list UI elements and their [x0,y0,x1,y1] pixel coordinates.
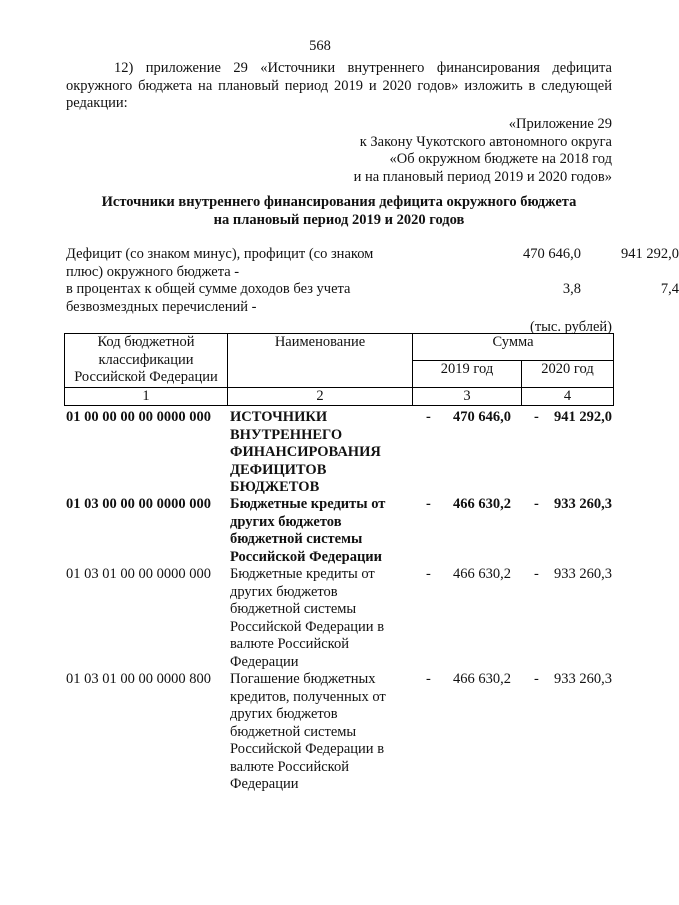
row-value-2020: 941 292,0 [554,409,612,425]
table-row [66,496,614,566]
row-sign-2020: - [534,409,539,425]
intro-text: 12) приложение 29 «Источники внутреннего финансирования дефицита окружного бюджета на плановый период 2019 и 2020 годов» изложить в следующей редакции: [66,60,612,111]
summary-value-2020: 7,4 [660,281,679,297]
header-year-2019: 2019 год [413,360,522,387]
title-line-1: Источники внутреннего финансирования дефицита окружного бюджета [101,194,577,210]
row-name: ИСТОЧНИКИ ВНУТРЕННЕГО ФИНАНСИРОВАНИЯ ДЕФИЦИТОВ БЮДЖЕТОВ [230,409,381,495]
row-code: 01 03 01 00 00 0000 800 [66,671,211,687]
summary-value-2020: 941 292,0 [621,246,679,262]
row-value-2019: 466 630,2 [453,496,511,512]
row-sign-2020: - [534,496,539,512]
header-year-2020: 2020 год [522,360,614,387]
sources-table-body [66,409,614,793]
table-row [66,566,614,671]
appendix-reference [354,116,612,186]
row-code: 01 03 01 00 00 0000 000 [66,566,211,582]
row-sign-2019: - [426,496,431,512]
row-sign-2019: - [426,566,431,582]
header-name: Наименование [228,334,413,388]
table-row [66,409,614,496]
row-value-2019: 466 630,2 [453,671,511,687]
row-name: Бюджетные кредиты от других бюджетов бюджетной системы Российской Федерации в валюте Российской Федерации [230,566,385,670]
row-sign-2020: - [534,671,539,687]
page-number: 568 [309,38,331,54]
summary-row-deficit [66,246,679,281]
row-name: Погашение бюджетных кредитов, полученных от других бюджетов бюджетной системы Российской Федерации в валюте Российской Федерации [230,671,386,792]
intro-paragraph [66,60,612,113]
row-value-2020: 933 260,3 [554,671,612,687]
column-number-1: 1 [65,387,228,406]
table-row [66,671,614,793]
summary-label: Дефицит (со знаком минус), профицит (со знаком плюс) окружного бюджета - [66,246,374,280]
row-code: 01 00 00 00 00 0000 000 [66,409,211,425]
title-line-2: на плановый период 2019 и 2020 годов [213,211,465,228]
column-number-4: 4 [522,387,614,406]
units-label: (тыс. рублей) [530,319,612,335]
header-sum: Сумма [413,334,614,361]
appendix-line-3: «Об окружном бюджете на 2018 год [389,151,612,167]
summary-value-2019: 3,8 [562,281,581,297]
row-value-2020: 933 260,3 [554,566,612,582]
appendix-line-1: «Приложение 29 [508,116,612,132]
row-value-2019: 470 646,0 [453,409,511,425]
row-value-2020: 933 260,3 [554,496,612,512]
appendix-line-4: и на плановый период 2019 и 2020 годов» [353,168,612,185]
row-sign-2020: - [534,566,539,582]
sources-table-header [64,333,614,406]
appendix-line-2: к Закону Чукотского автономного округа [359,133,612,150]
column-number-2: 2 [228,387,413,406]
summary-label: в процентах к общей сумме доходов без учета безвозмездных перечислений - [66,281,351,315]
deficit-summary [66,246,679,316]
summary-row-percent [66,281,679,316]
row-value-2019: 466 630,2 [453,566,511,582]
row-sign-2019: - [426,671,431,687]
column-number-3: 3 [413,387,522,406]
row-sign-2019: - [426,409,431,425]
summary-value-2019: 470 646,0 [523,246,581,262]
header-code: Код бюджетной классификации Российской Федерации [65,334,228,388]
document-title [66,194,612,229]
row-code: 01 03 00 00 00 0000 000 [66,496,211,512]
row-name: Бюджетные кредиты от других бюджетов бюджетной системы Российской Федерации [230,496,386,565]
